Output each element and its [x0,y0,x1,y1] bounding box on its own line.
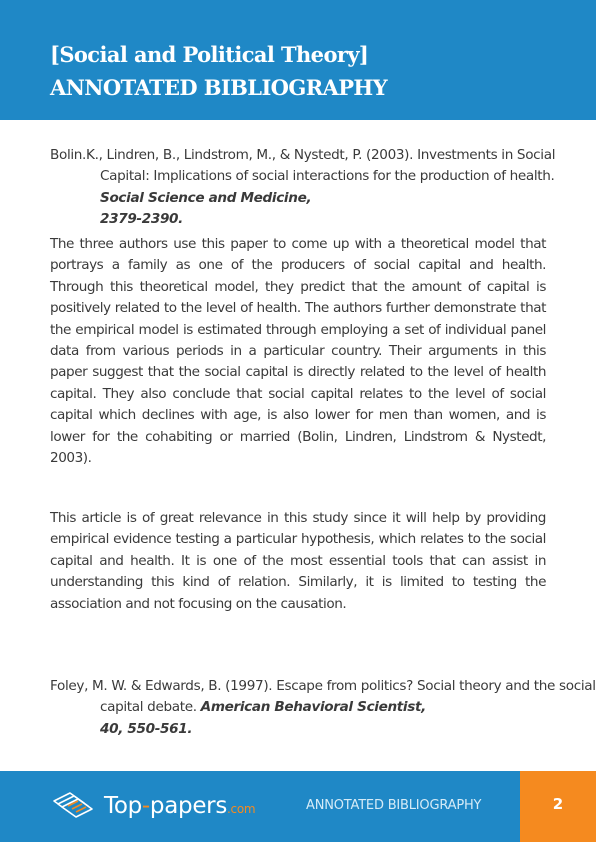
page-number: 2 [552,795,564,813]
stacked-papers-icon [50,789,100,823]
citation-text: Foley, M. W. & Edwards, B. (1997). Escape from politics? Social theory and the social capital debate. [50,678,596,716]
brand-name-part: Top [104,793,142,819]
brand-wordmark [104,793,255,819]
title-line-subject: [Social and Political Theory] [50,42,369,67]
annotation-paragraph: The three authors use this paper to come up with a theoretical model that portrays a family as one of the producers of social capital and health. Through this theoretical model, they predict that the amount of capital is positively related to the level of health. The authors further demonstrate that the empirical model is estimated through employing a set of individual panel data from various periods in a particular country. Their arguments in this paper suggest that the social capital is directly related to the level of health capital. They also conclude that social capital relates to the level of social capital which declines with age, is also lower for men than women, and is lower for the cohabiting or married (Bolin, Lindren, Lindstrom & Nystedt, 2003). [50,236,546,467]
page-footer [0,771,596,842]
bibliography-entry [50,145,596,231]
annotation-paragraph: This article is of great relevance in this study since it will help by providing empirical evidence testing a particular hypothesis, which relates to the social capital and health. It is one of the most essential tools that can assist in understanding this kind of relation. Similarly, it is limited to testing the association and not focusing on the causation. [50,510,546,612]
citation-journal: American Behavioral Scientist, [200,699,426,716]
brand-dash: - [141,793,150,819]
brand-name-part: papers [149,793,228,819]
page-number-box [520,771,596,842]
document-title [50,38,387,104]
citation-pages: 2379-2390. [100,211,183,228]
bibliography-entry [50,676,596,740]
title-line-type: ANNOTATED BIBLIOGRAPHY [50,75,388,100]
citation-pages: 40, 550-561. [100,720,193,737]
brand-logo [50,789,255,823]
citation-text: Bolin.K., Lindren, B., Lindstrom, M., & Nystedt, P. (2003). Investments in Social Capital: Implications of social interactions for the production of health. [50,147,556,185]
citation-journal: Social Science and Medicine, [100,189,312,206]
page-header [0,0,596,120]
brand-domain: .com [227,802,256,816]
footer-document-type: ANNOTATED BIBLIOGRAPHY [306,798,482,813]
